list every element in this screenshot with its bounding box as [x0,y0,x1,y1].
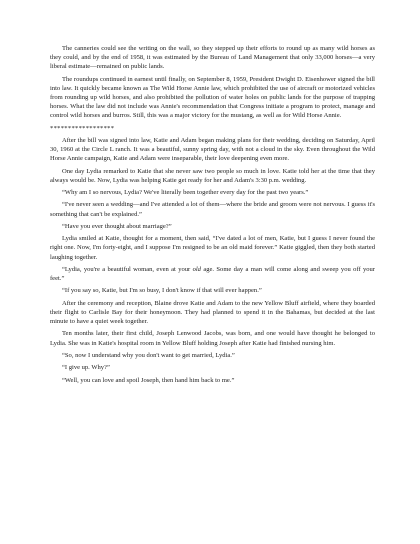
paragraph: “So, now I understand why you don't want to get married, Lydia.” [62,351,235,359]
paragraph: The canneries could see the writing on the wall, so they stepped up their efforts to round up as many wild horses as they could, and by the end of 1958, it was estimated by the Bureau of Land Management that only 33,000 horses—a very liberal estimate—remained on public lands. [50,45,375,71]
text-run: age. Some day a man will come along and sweep you off your feet.” [50,265,375,283]
paragraph: “Well, you can love and spoil Joseph, then hand him back to me.” [62,376,235,384]
paragraph: Ten months later, their first child, Joseph Lenwood Jacobs, was born, and one would have thought he belonged to Lydia. She was in Katie's hospital room in Yellow Bluff holding Joseph after Katie had finished nursing him. [50,330,375,347]
emphasis-text: old [192,265,201,273]
paragraph [50,265,375,283]
text-run: “Lydia, you're a beautiful woman, even at your [62,265,193,273]
section-separator: ****************** [50,124,115,132]
paragraph: “Have you ever thought about marriage?” [62,222,172,230]
paragraph: The roundups continued in earnest until finally, on September 8, 1959, President Dwight D. Eisenhower signed the bill into law. It quickly became known as The Wild Horse Annie law, which prohibited the use of aircraft or motorized vehicles from rounding up wild horses, and also prohibited the pollution of water holes on public lands for the purpose of trapping horses. What the law did not include was Annie's recommendation that Congress initiate a program to protect, manage and control wild horses and burros. Still, this was a major victory for the mustang, as well as for Wild Horse Annie. [50,75,375,120]
paragraph: “I've never seen a wedding—and I've attended a lot of them—where the bride and groom were not nervous. I guess it's something that can't be explained.” [50,201,375,218]
paragraph: After the ceremony and reception, Blaine drove Katie and Adam to the new Yellow Bluff airfield, where they boarded their flight to Carlisle Bay for their honeymoon. They had planned to spend it in the Bahamas, but decided at the last minute to have a quiet week together. [50,299,375,326]
paragraph: One day Lydia remarked to Katie that she never saw two people so much in love. Katie told her at the time that they always would be. Now, Lydia was helping Katie get ready for her and Adam's 3:30 p.m. wedding. [50,167,375,184]
paragraph: Lydia smiled at Katie, thought for a moment, then said, “I've dated a lot of men, Katie, but I guess I never found the right one. Now, I'm forty-eight, and I suppose I'm resigned to be an old maid forever.” Katie giggled, then they both started laughing together. [50,235,375,261]
paragraph: “If you say so, Katie, but I'm so busy, I don't know if that will ever happen.” [62,287,262,295]
paragraph: After the bill was signed into law, Katie and Adam began making plans for their wedding, deciding on Saturday, April 30, 1960 at the Circle L ranch. It was a beautiful, sunny spring day, with not a cloud in the sky. Even throughout the Wild Horse Annie campaign, Katie and Adam were inseparable, their love deepening even more. [50,136,375,163]
paragraph: “Why am I so nervous, Lydia? We've literally been together every day for the past two years.” [62,189,309,197]
book-page [50,44,375,388]
paragraph: “I give up. Why?” [62,364,110,372]
